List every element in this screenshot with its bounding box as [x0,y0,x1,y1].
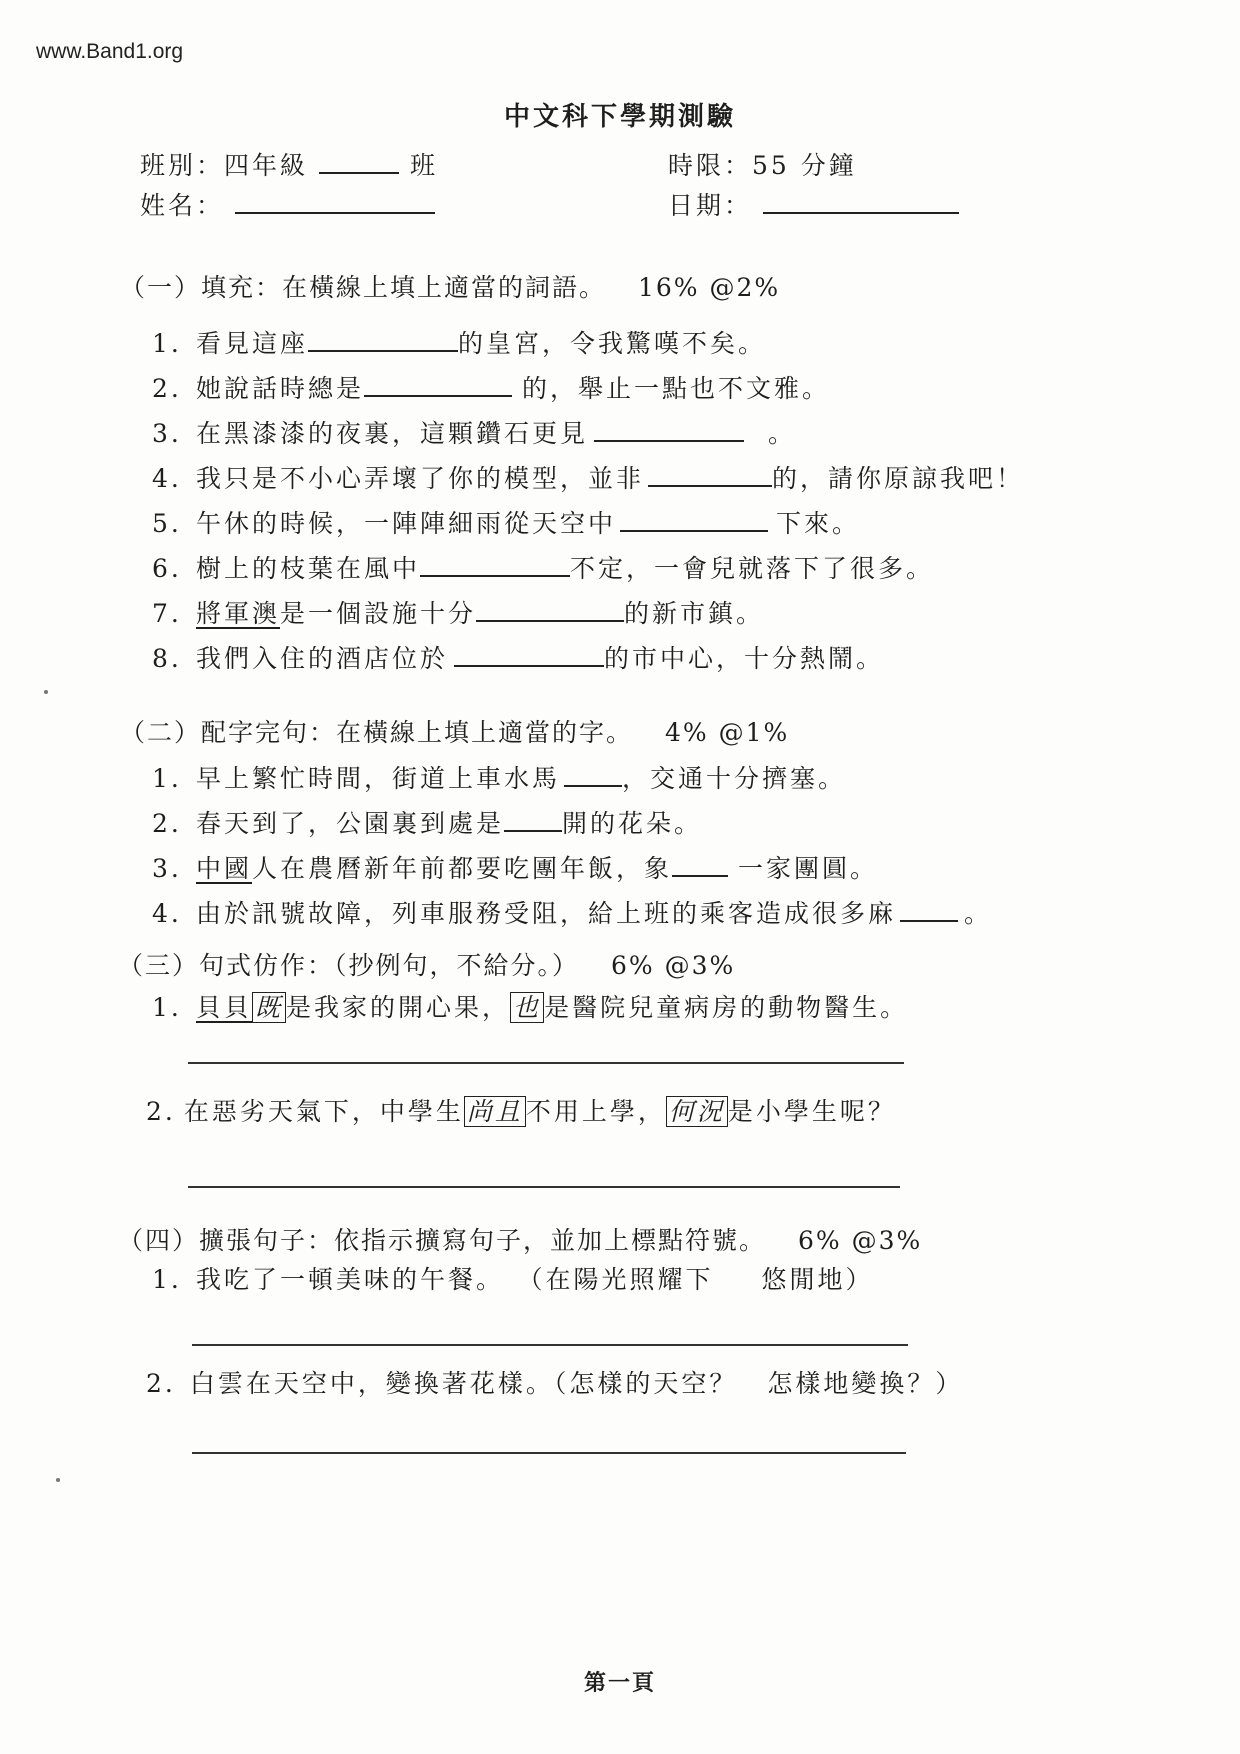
s4-question-2 [146,1364,963,1400]
page-title: 中文科下學期測驗 [503,102,736,132]
section2-title: （二）配字完句：在橫線上填上適當的字。 [120,718,634,747]
question-number: 4. [152,464,182,493]
scan-speck [44,690,48,694]
question-text: 是小學生呢？ [727,1097,896,1126]
question-text: 下來。 [776,509,861,538]
question-number: 3. [152,854,182,883]
question-text: 她說話時總是 [196,374,365,403]
answer-blank[interactable] [672,853,728,877]
question-number: 1. [152,764,182,793]
question-number: 3. [152,419,182,448]
question-text: 的皇宮，令我驚嘆不矣。 [458,329,767,358]
question-text: 的市中心，十分熱鬧。 [604,644,885,673]
question-text: 在惡劣天氣下，中學生 [183,1097,464,1126]
class-suffix: 班 [409,151,438,180]
date-field [668,186,959,222]
question-number: 5. [152,509,182,538]
boxed-word: 何況 [666,1096,728,1127]
question-text: 是醫院兒童病房的動物醫生。 [544,993,909,1022]
section4-score: 6% @3% [797,1226,923,1255]
boxed-word: 尚且 [464,1096,526,1127]
s2-question-4 [152,894,992,930]
question-text: 由於訊號故障，列車服務受阻，給上班的乘客造成很多麻 [196,899,897,928]
section4-heading [118,1221,922,1257]
s1-question-4 [152,459,1024,495]
answer-line-s3-1[interactable] [188,1062,904,1064]
question-text: 我們入住的酒店位於 [196,644,449,673]
answer-line-s4-1[interactable] [192,1344,908,1346]
answer-blank[interactable] [504,808,562,832]
watermark: www.Band1.org [36,40,184,63]
question-text: 春天到了，公園裏到處是 [196,809,505,838]
boxed-word: 既 [252,992,286,1023]
answer-blank[interactable] [364,373,512,397]
question-text: 。 [768,419,797,448]
s2-question-2 [152,804,702,840]
s2-question-3 [152,849,878,885]
section3-score: 6% @3% [610,951,736,980]
question-text: 午休的時候，一陣陣細雨從天空中 [196,509,617,538]
section3-title: （三）句式仿作：（抄例句，不給分。） [118,951,580,980]
s1-question-3 [152,414,796,450]
name-label: 姓名： [140,191,225,220]
answer-blank[interactable] [454,643,604,667]
question-number: 7. [152,599,182,628]
question-text: 的新市鎮。 [624,599,765,628]
s4-question-1 [152,1260,874,1296]
answer-blank[interactable] [594,418,744,442]
scan-speck [56,1478,60,1482]
question-text: 早上繁忙時間，街道上車水馬 [196,764,561,793]
question-text: 白雲在天空中，變換著花樣。 [189,1369,554,1398]
s3-question-1 [152,988,908,1024]
question-number: 1. [152,993,182,1022]
question-text: 。 [964,899,993,928]
answer-line-s4-2[interactable] [192,1452,906,1454]
question-number: 2. [152,374,182,403]
date-blank[interactable] [763,211,959,214]
question-text: 開的花朵。 [562,809,703,838]
name-blank[interactable] [235,211,435,214]
question-text: 的，請你原諒我吧！ [772,464,1025,493]
question-text: 樹上的枝葉在風中 [196,554,421,583]
grade-text: 四年級 [224,151,309,180]
answer-blank[interactable] [420,553,570,577]
hint-text: 悠閒地） [761,1265,874,1294]
question-text: 不定，一會兒就落下了很多。 [570,554,935,583]
hint-text: （怎樣的天空？ [553,1369,738,1398]
answer-blank[interactable] [308,328,458,352]
answer-blank[interactable] [620,508,768,532]
hint-text: 怎樣地變換？） [767,1369,964,1398]
proper-noun: 中國 [196,854,253,883]
question-text: 在黑漆漆的夜裏，這顆鑽石更見 [196,419,589,448]
question-text: 看見這座 [196,329,309,358]
date-label: 日期： [668,191,753,220]
class-blank[interactable] [319,171,399,174]
question-text: 是一個設施十分 [280,599,477,628]
s1-question-7 [152,594,764,630]
section1-title: （一）填充：在橫線上填上適當的詞語。 [120,273,607,302]
section4-title: （四）擴張句子：依指示擴寫句子，並加上標點符號。 [118,1226,767,1255]
answer-line-s3-2[interactable] [188,1186,900,1188]
proper-noun: 貝貝 [196,993,253,1022]
question-text: 是我家的開心果， [286,993,511,1022]
question-number: 2. [146,1369,176,1398]
time-value: 55 分鐘 [752,151,857,180]
s1-question-1 [152,324,766,360]
s1-question-5 [152,504,860,540]
s1-question-8 [152,639,884,675]
question-number: 1. [152,329,182,358]
s1-question-2 [152,369,830,405]
question-number: 2. [152,809,182,838]
s1-question-6 [152,549,934,585]
answer-blank[interactable] [564,763,622,787]
question-text: 不用上學， [525,1097,666,1126]
question-number: 6. [152,554,182,583]
question-number: 8. [152,644,182,673]
class-field [140,146,438,182]
section2-heading [120,713,789,749]
question-text: 一家團圓。 [738,854,879,883]
s2-question-1 [152,759,846,795]
question-number: 2. [146,1097,176,1126]
name-field [140,186,435,222]
page-number: 第一頁 [583,1670,656,1696]
time-limit [668,146,857,182]
section1-heading [120,268,780,304]
question-text: 我吃了一頓美味的午餐。 [196,1265,505,1294]
proper-noun: 將軍澳 [196,599,281,628]
time-label: 時限： [668,151,753,180]
question-number: 4. [152,899,182,928]
class-label: 班別： [140,151,225,180]
hint-text: （在陽光照耀下 [530,1265,714,1294]
question-text: 人在農曆新年前都要吃團年飯，象 [252,854,673,883]
s3-question-2 [146,1092,896,1128]
question-text: ，交通十分擠塞。 [622,764,847,793]
question-text: 的，舉止一點也不文雅。 [522,374,831,403]
section3-heading [118,946,735,982]
question-text: 我只是不小心弄壞了你的模型，並非 [196,464,645,493]
answer-blank[interactable] [648,463,772,487]
section2-score: 4% @1% [664,718,790,747]
question-number: 1. [152,1265,182,1294]
answer-blank[interactable] [900,898,958,922]
boxed-word: 也 [510,992,544,1023]
answer-blank[interactable] [476,598,624,622]
section1-score: 16% @2% [637,273,781,302]
